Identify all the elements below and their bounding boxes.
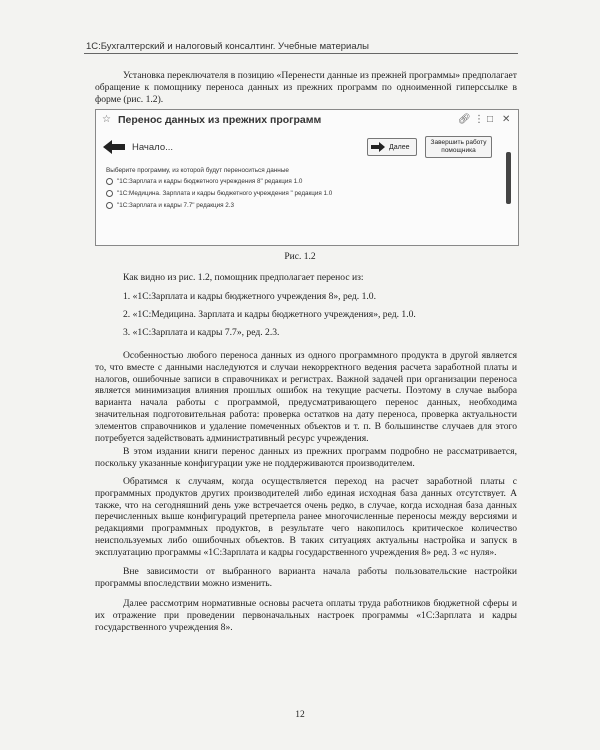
paragraph-4: Вне зависимости от выбранного варианта начала работы пользовательские настройки программы впоследствии можно изменить. xyxy=(95,566,517,589)
radio-button[interactable] xyxy=(106,202,113,209)
page-number: 12 xyxy=(295,710,305,720)
maximize-icon[interactable]: □ xyxy=(487,114,494,125)
choose-program-prompt: Выберите программу, из которой будут переноситься данные xyxy=(106,167,289,174)
more-icon[interactable]: ⋮ xyxy=(474,114,484,125)
list-item-2: 2. «1С:Медицина. Зарплата и кадры бюджетного учреждения», ред. 1.0. xyxy=(123,309,416,320)
back-arrow-icon[interactable] xyxy=(103,140,125,154)
star-icon[interactable]: ☆ xyxy=(102,114,111,125)
radio-button[interactable] xyxy=(106,178,113,185)
next-button[interactable] xyxy=(367,138,417,156)
link-icon[interactable]: 🔗︎ xyxy=(458,114,471,125)
paragraph-5: Далее рассмотрим нормативные основы расчета оплаты труда работников бюджетной сферы и их отражение при проведении первоначальных настроек программы «1С:Зарплата и кадры государственного учреждения 8». xyxy=(95,598,517,633)
paragraph-2: В этом издании книги перенос данных из прежних программ подробно не рассматривается, поскольку указанные конфигурации уже не поддерживаются производителем. xyxy=(95,446,517,469)
running-header: 1С:Бухгалтерский и налоговый консалтинг. Учебные материалы xyxy=(86,41,369,52)
window-title: Перенос данных из прежних программ xyxy=(118,114,322,126)
forward-arrow-icon xyxy=(371,142,385,152)
scrollbar[interactable] xyxy=(506,152,511,204)
screenshot-window xyxy=(95,109,519,246)
radio-button[interactable] xyxy=(106,190,113,197)
list-item-1: 1. «1С:Зарплата и кадры бюджетного учреждения 8», ред. 1.0. xyxy=(123,291,376,302)
option-label: "1С:Зарплата и кадры бюджетного учреждения 8" редакция 1.0 xyxy=(117,177,303,185)
header-rule xyxy=(84,53,518,54)
option-label: "1С:Зарплата и кадры 7.7" редакция 2.3 xyxy=(117,201,235,209)
program-option-3[interactable] xyxy=(106,200,234,210)
finish-button[interactable]: Завершить работу помощника xyxy=(425,136,492,158)
paragraph-3: Обратимся к случаям, когда осуществляется переход на расчет заработной платы с программных продуктов других производителей либо единая исходная база данных отсутствует. А также, что на сегодняшний день уже встречается очень редко, в случае, когда исходная база данных перечисленных выше конфигураций претерпела ранее многочисленные переносы между версиями и редакциями программных продуктов, в результате чего накопилось критическое количество неиспользуемых либо ошибочных объектов. В таких ситуациях актуальны настройка и запуск в эксплуатацию программы «1С:Зарплата и кадры государственного учреждения 8» ред. 3 «с нуля». xyxy=(95,476,517,558)
paragraph-1: Особенностью любого переноса данных из одного программного продукта в другой является то, что вместе с данными наследуются и случаи некорректного ведения расчета заработной платы и налогов, ошибочные записи в справочниках и регистрах. Важной задачей при организации переноса является минимизация влияния прошлых ошибок на текущие расчеты. Поэтому в случае выбора варианта начала работы с программой, предусматривающего перенос данных, необходима значительная подготовительная работа: проверка остатков на дату переноса, проверка актуальности элементов справочников и удаление помеченных объектов и т. п. В большинстве случаев для этого потребуется задействовать административный ресурс учреждения. xyxy=(95,350,517,444)
option-label: "1С:Медицина. Зарплата и кадры бюджетного учреждения " редакция 1.0 xyxy=(117,189,333,197)
next-button-label: Далее xyxy=(389,143,410,151)
window-title-bar xyxy=(96,110,518,130)
figure-caption: Рис. 1.2 xyxy=(284,252,316,262)
intro-paragraph: Установка переключателя в позицию «Перенести данные из прежней программы» предполагает обращение к помощнику переноса данных из прежних программ по одноименной гиперссылке в форме (рис. 1.2). xyxy=(95,70,517,105)
list-item-3: 3. «1С:Зарплата и кадры 7.7», ред. 2.3. xyxy=(123,327,280,338)
program-option-1[interactable] xyxy=(106,176,302,186)
nav-row xyxy=(96,138,518,160)
close-icon[interactable]: ✕ xyxy=(502,114,511,125)
list-intro: Как видно из рис. 1.2, помощник предполагает перенос из: xyxy=(123,272,364,283)
program-option-2[interactable] xyxy=(106,188,332,198)
back-label[interactable]: Начало... xyxy=(132,142,174,153)
